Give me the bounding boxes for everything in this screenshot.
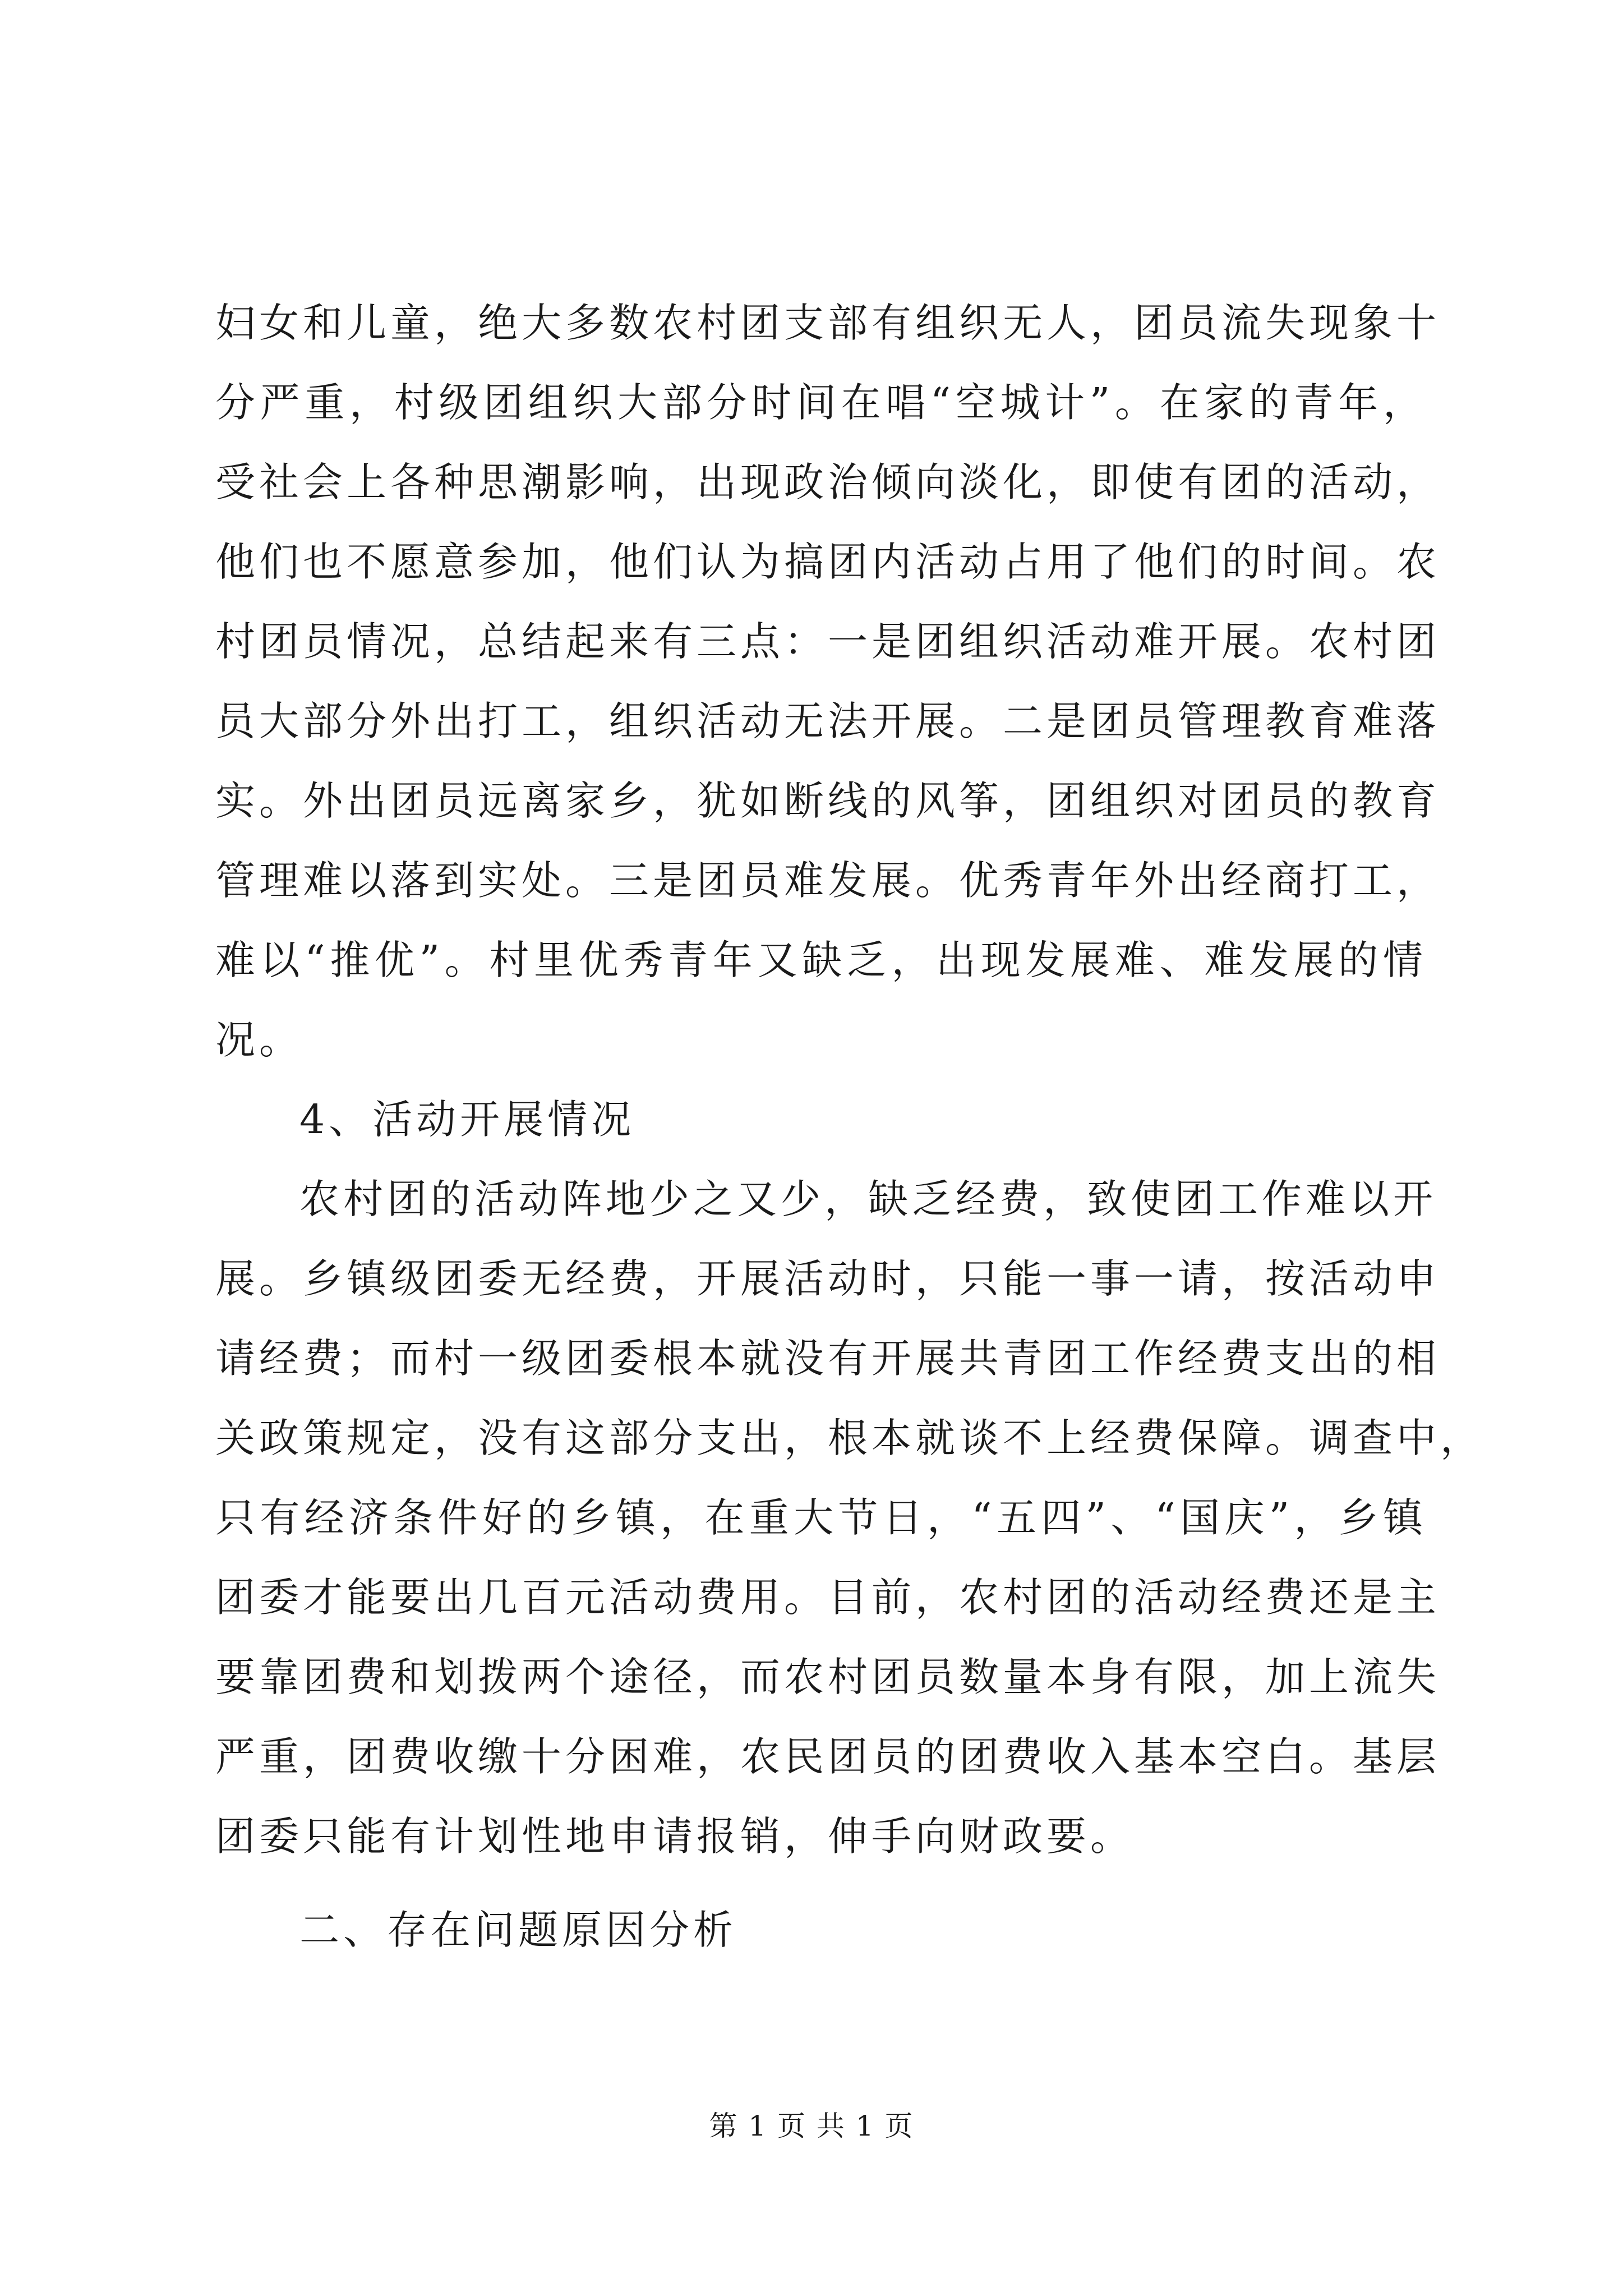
- body-line: 况。: [215, 1016, 303, 1063]
- body-line: 他们也不愿意参加，他们认为搞团内活动占用了他们的时间。农: [215, 539, 1441, 585]
- body-line: 团委只能有计划性地申请报销，伸手向财政要。: [215, 1813, 1135, 1860]
- body-line: 难以“推优”。村里优秀青年又缺乏，出现发展难、难发展的情: [215, 937, 1427, 983]
- body-line: 只有经济条件好的乡镇，在重大节日，“五四”、“国庆”，乡镇: [215, 1494, 1427, 1541]
- body-line: 分严重，村级团组织大部分时间在唱“空城计”。在家的青年，: [215, 379, 1427, 426]
- body-line: 展。乡镇级团委无经费，开展活动时，只能一事一请，按活动申: [215, 1255, 1441, 1302]
- body-line: 要靠团费和划拨两个途径，而农村团员数量本身有限，加上流失: [215, 1654, 1441, 1700]
- body-line: 请经费；而村一级团委根本就没有开展共青团工作经费支出的相: [215, 1335, 1441, 1382]
- section-heading: 4、活动开展情况: [299, 1096, 635, 1143]
- body-line: 团委才能要出几百元活动费用。目前，农村团的活动经费还是主: [215, 1574, 1441, 1621]
- page-footer: 第 1 页 共 1 页: [709, 2110, 914, 2142]
- body-line: 受社会上各种思潮影响，出现政治倾向淡化，即使有团的活动，: [215, 459, 1441, 505]
- body-line: 关政策规定，没有这部分支出，根本就谈不上经费保障。调查中，: [215, 1415, 1484, 1461]
- body-line: 妇女和儿童，绝大多数农村团支部有组织无人，团员流失现象十: [215, 300, 1441, 346]
- section-heading: 二、存在问题原因分析: [299, 1907, 737, 1953]
- body-line: 严重，团费收缴十分困难，农民团员的团费收入基本空白。基层: [215, 1733, 1441, 1780]
- body-line: 员大部分外出打工，组织活动无法开展。二是团员管理教育难落: [215, 698, 1441, 744]
- body-line: 农村团的活动阵地少之又少，缺乏经费，致使团工作难以开: [299, 1176, 1437, 1222]
- body-line: 村团员情况，总结起来有三点：一是团组织活动难开展。农村团: [215, 618, 1441, 665]
- body-line: 管理难以落到实处。三是团员难发展。优秀青年外出经商打工，: [215, 857, 1441, 904]
- body-line: 实。外出团员远离家乡，犹如断线的风筝，团组织对团员的教育: [215, 777, 1441, 824]
